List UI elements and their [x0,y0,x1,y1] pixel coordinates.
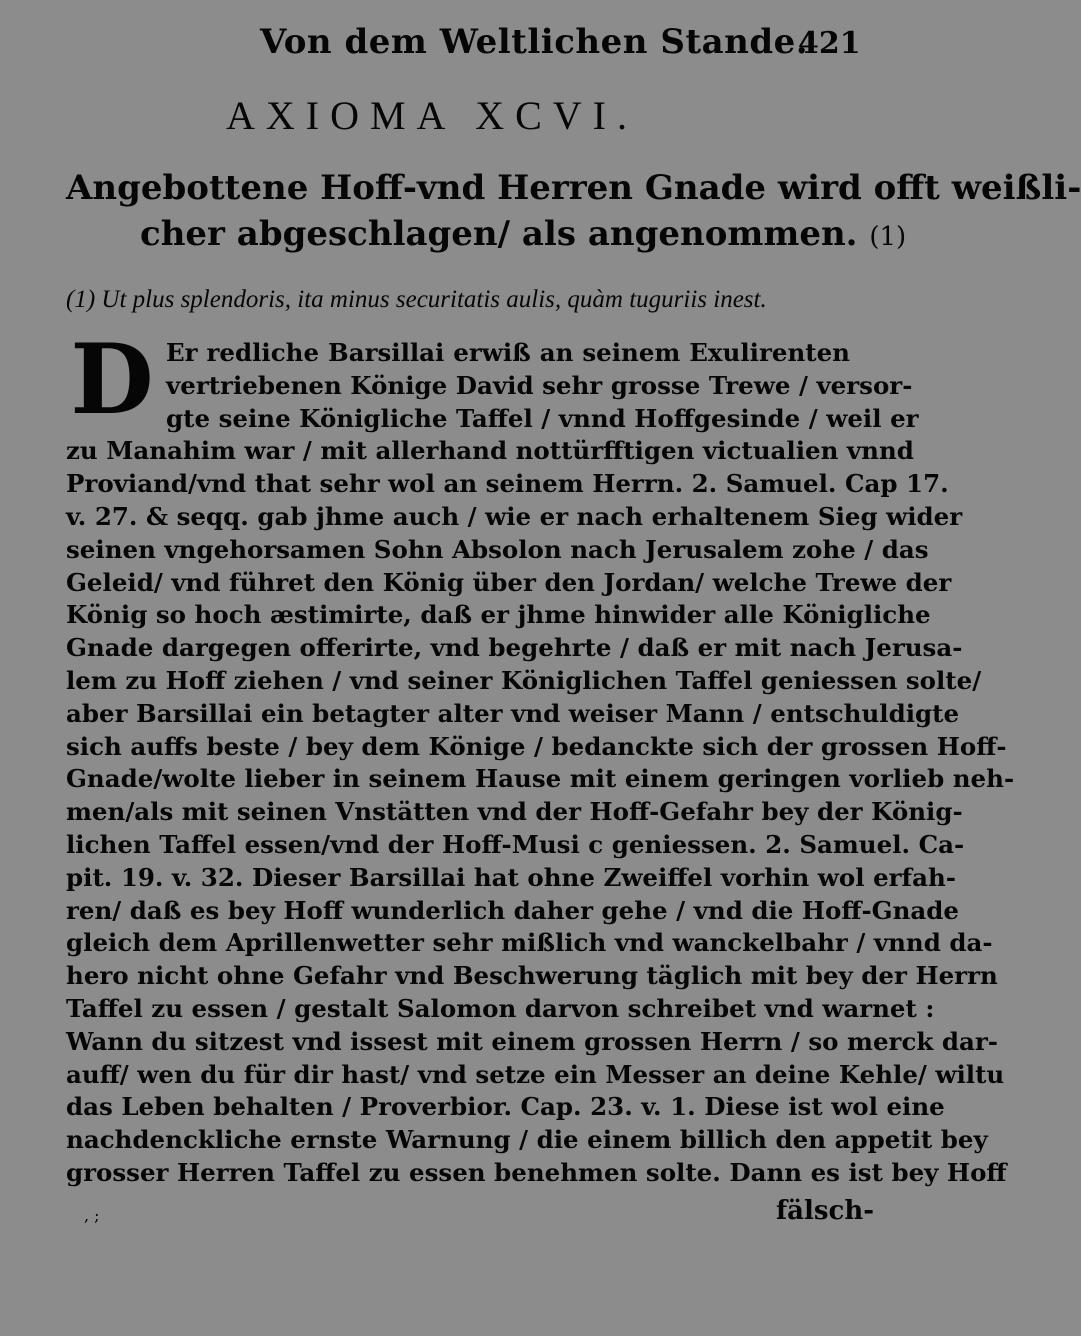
text-line: grosser Herren Taffel zu essen benehmen solte. Dann es ist bey Hoff [66,1158,1007,1187]
text-line: Taffel zu essen / gestalt Salomon darvon schreibet vnd warnet : [66,994,935,1023]
text-line: men/als mit seinen Vnstätten vnd der Hoff-Gefahr bey der König- [66,797,963,827]
text-line: das Leben behalten / Proverbior. Cap. 23. v. 1. Diese ist wol eine [66,1092,945,1122]
text-line: pit. 19. v. 32. Dieser Barsillai hat ohne Zweiffel vorhin wol erfah- [66,862,956,892]
text-line: gleich dem Aprillenwetter sehr mißlich vnd wanckelbahr / vnnd da- [66,928,993,958]
signature-marks: , ; [84,1206,100,1225]
text-line: sich auffs beste / bey dem Könige / bedanckte sich der grossen Hoff- [66,731,1007,761]
heading-line-2 [140,214,906,254]
drop-cap-initial: D [70,323,154,436]
text-line: v. 27. & seqq. gab jhme auch / wie er nach erhaltenem Sieg wider [66,502,963,531]
text-line: Er redliche Barsillai erwiß an seinem Exulirenten [166,338,850,367]
latin-footnote: (1) Ut plus splendoris, ita minus securitatis aulis, quàm tuguriis inest. [66,286,767,313]
text-line: Gnade dargegen offerirte, vnd begehrte / daß er mit nach Jerusa- [66,633,963,663]
text-line: gte seine Königliche Taffel / vnnd Hoffgesinde / weil er [166,403,919,433]
running-head: Von dem Weltlichen Stande. [260,22,809,62]
footnote-reference: (1) [869,222,907,252]
text-line: lem zu Hoff ziehen / vnd seiner Königlichen Taffel geniessen solte/ [66,666,982,695]
heading-line-2-text: cher abgeschlagen/ als angenommen. [140,214,858,254]
text-line: vertriebenen Könige David sehr grosse Trewe / versor- [166,370,913,400]
catchword: fälsch- [776,1196,875,1226]
text-line: lichen Taffel essen/vnd der Hoff-Musi c geniessen. 2. Samuel. Ca- [66,830,965,859]
text-line: seinen vngehorsamen Sohn Absolon nach Jerusalem zohe / das [66,534,929,564]
text-line: nachdenckliche ernste Warnung / die einem billich den appetit bey [66,1125,988,1155]
text-line: auff/ wen du für dir hast/ vnd setze ein Messer an deine Kehle/ wiltu [66,1059,1005,1089]
axiom-title: AXIOMA XCVI. [226,93,638,138]
page-number: 421 [798,26,861,61]
text-line: ren/ daß es bey Hoff wunderlich daher gehe / vnd die Hoff-Gnade [66,895,960,925]
text-line: hero nicht ohne Gefahr vnd Beschwerung täglich mit bey der Herrn [66,961,998,991]
text-line: zu Manahim war / mit allerhand nottürfftigen victualien vnnd [66,436,914,466]
text-line: König so hoch æstimirte, daß er jhme hinwider alle Königliche [66,600,931,630]
text-line: aber Barsillai ein betagter alter vnd weiser Mann / entschuldigte [66,698,960,728]
text-line: Gnade/wolte lieber in seinem Hause mit einem geringen vorlieb neh- [66,764,1015,794]
heading-line-1: Angebottene Hoff-vnd Herren Gnade wird offt weißli- [66,168,1081,208]
text-line: Wann du sitzest vnd issest mit einem grossen Herrn / so merck dar- [66,1026,998,1056]
text-line: Geleid/ vnd führet den König über den Jordan/ welche Trewe der [66,567,952,597]
text-line: Proviand/vnd that sehr wol an seinem Herrn. 2. Samuel. Cap 17. [66,469,949,499]
